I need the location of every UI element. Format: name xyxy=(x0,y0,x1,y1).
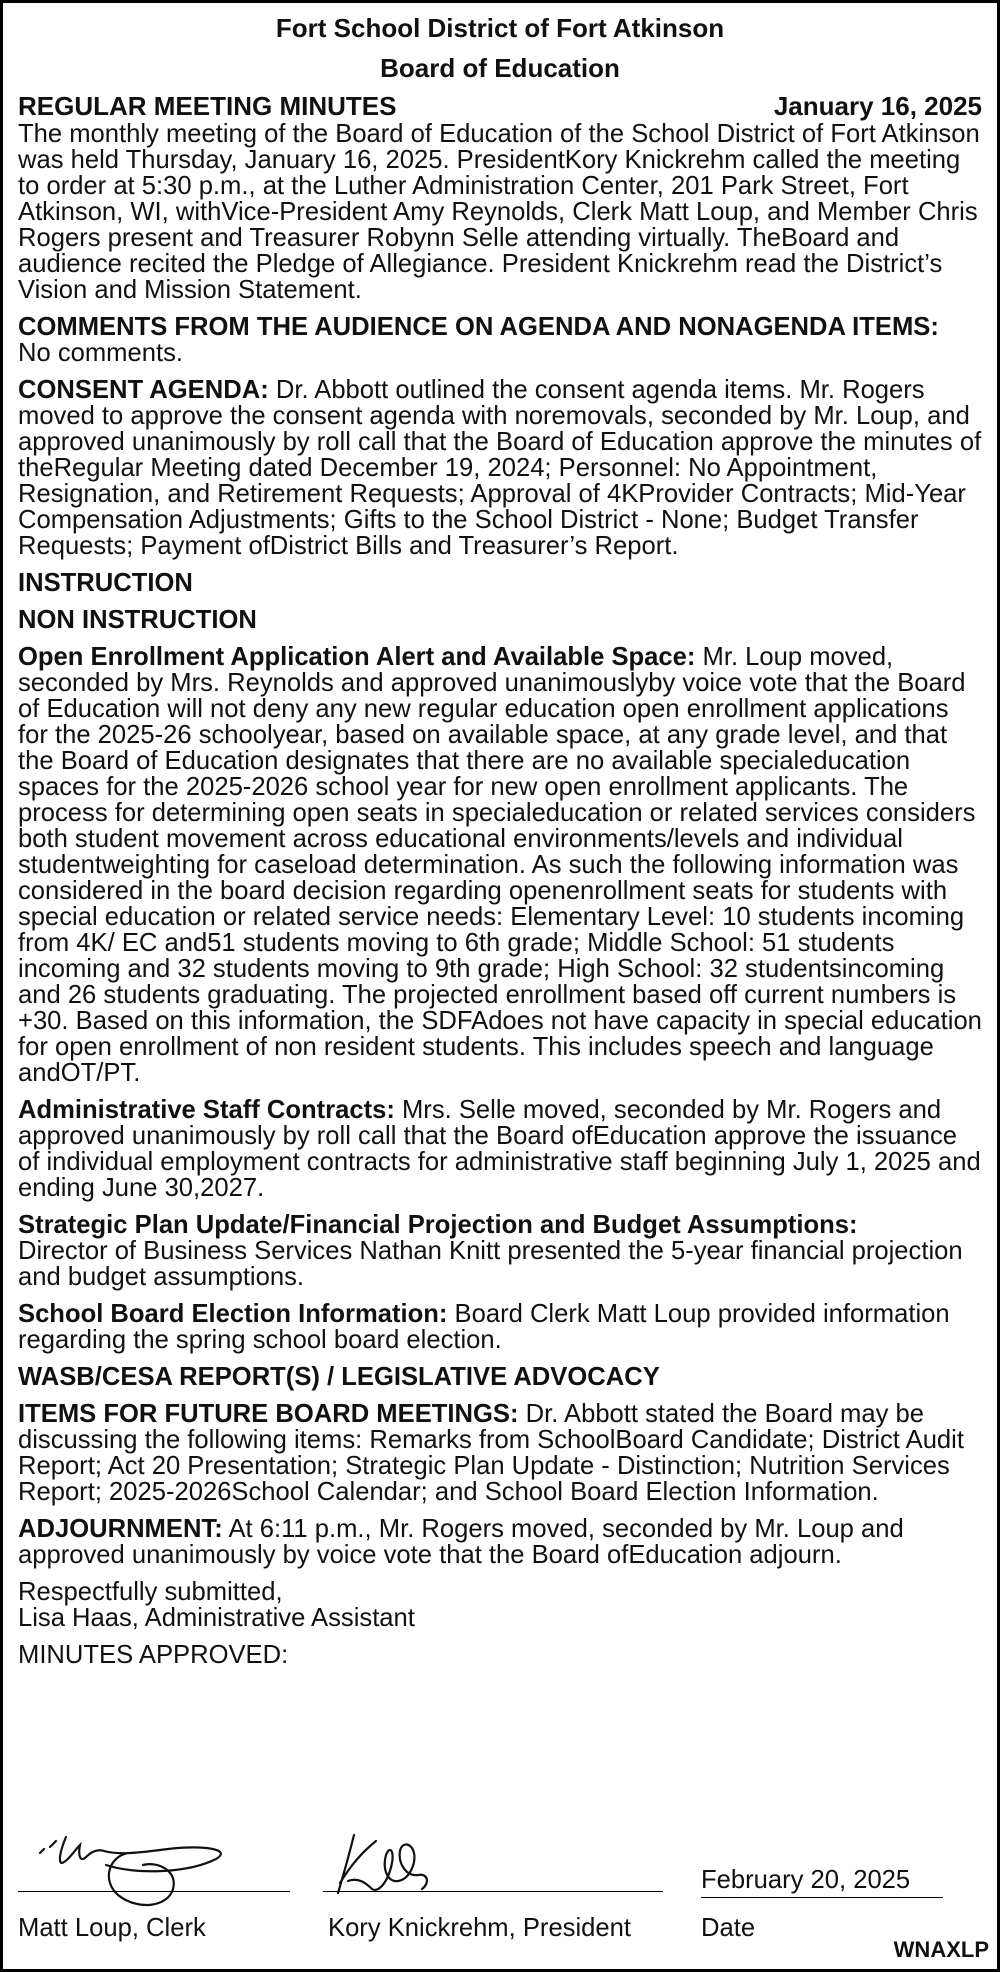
section-open-enrollment xyxy=(18,644,982,1086)
section-heading: ITEMS FOR FUTURE BOARD MEETINGS: xyxy=(18,1400,519,1428)
section-body: Mrs. Selle moved, seconded by Mr. Rogers and approved unanimously by roll call that the Board ofEducation approve the issuance of individual employment contracts for administrative staff beginning July 1, 2025 and ending June 30,2027. xyxy=(18,1096,981,1202)
president-label: Kory Knickrehm, President xyxy=(328,1914,631,1942)
section-consent xyxy=(18,377,982,559)
section-heading: CONSENT AGENDA: xyxy=(18,376,269,404)
section-instruction: INSTRUCTION xyxy=(18,569,193,597)
approval-date: February 20, 2025 xyxy=(701,1866,911,1894)
title-row xyxy=(18,91,982,121)
section-heading: Strategic Plan Update/Financial Projection and Budget Assumptions: xyxy=(18,1211,858,1239)
section-admin-contracts xyxy=(18,1097,982,1201)
section-body: At 6:11 p.m., Mr. Rogers moved, seconded by Mr. Loup and approved unanimously by voice vote that the Board ofEducation adjourn. xyxy=(18,1515,904,1569)
clerk-label: Matt Loup, Clerk xyxy=(18,1914,206,1942)
section-non-instruction: NON INSTRUCTION xyxy=(18,606,257,634)
section-body: Director of Business Services Nathan Knitt presented the 5-year financial projection and budget assumptions. xyxy=(18,1237,963,1291)
section-body: Mr. Loup moved, seconded by Mrs. Reynolds and approved unanimouslyby voice vote that the Board of Education will not deny any new regular education open enrollment applications for the 2025-26 schoolyear, based on available space, at any grade level, and that the Board of Education designates that there are no available specialeducation spaces for the 2025-2026 school year for new open enrollment applicants. The process for determining open seats in specialeducation or related services considers both student movement across educational environments/levels and individual studentweighting for caseload determination. As such the following information was considered in the board decision regarding openenrollment seats for students with special education or related service needs: Elementary Level: 10 students incoming from 4K/ EC and51 students moving to 6th grade; Middle School: 51 students incoming and 32 students moving to 9th grade; High School: 32 studentsincoming and 26 students graduating. The projected enrollment based off current numbers is +30. Based on this information, the SDFAdoes not have capacity in special education for open enrollment of non resident students. This includes speech and language andOT/PT. xyxy=(18,643,982,1087)
date-label: Date xyxy=(701,1914,756,1942)
section-adjournment xyxy=(18,1516,982,1568)
section-election xyxy=(18,1301,982,1353)
section-body: Board Clerk Matt Loup provided information regarding the spring school board election. xyxy=(18,1300,950,1354)
publication-code: WNAXLP xyxy=(893,1937,989,1962)
section-future xyxy=(18,1401,982,1505)
section-heading: ADJOURNMENT: xyxy=(18,1515,223,1543)
section-heading: Open Enrollment Application Alert and Available Space: xyxy=(18,643,696,671)
meeting-type: REGULAR MEETING MINUTES xyxy=(18,91,397,121)
section-heading: School Board Election Information: xyxy=(18,1300,448,1328)
board-name: Board of Education xyxy=(380,53,620,83)
section-heading: COMMENTS FROM THE AUDIENCE ON AGENDA AND NONAGENDA ITEMS: xyxy=(18,313,939,341)
section-body: No comments. xyxy=(18,339,183,367)
signature-area xyxy=(18,1823,982,1953)
minutes-body xyxy=(18,13,982,1668)
president-signature-line xyxy=(323,1891,663,1892)
closing-block xyxy=(18,1579,982,1631)
minutes-approved: MINUTES APPROVED: xyxy=(18,1641,289,1669)
meeting-date: January 16, 2025 xyxy=(773,91,982,121)
date-line xyxy=(701,1897,943,1898)
section-body: Dr. Abbott outlined the consent agenda items. Mr. Rogers moved to approve the consent agenda with noremovals, seconded by Mr. Loup, and approved unanimously by roll call that the Board of Education approve the minutes of theRegular Meeting dated December 19, 2024; Personnel: No Appointment, Resignation, and Retirement Requests; Approval of 4KProvider Contracts; Mid-Year Compensation Adjustments; Gifts to the School District - None; Budget Transfer Requests; Payment ofDistrict Bills and Treasurer’s Report. xyxy=(18,376,982,560)
clerk-signature-icon xyxy=(18,1823,268,1923)
section-heading: Administrative Staff Contracts: xyxy=(18,1096,395,1124)
intro-paragraph: The monthly meeting of the Board of Education of the School District of Fort Atkinson was held Thursday, January 16, 2025. PresidentKory Knickrehm called the meeting to order at 5:30 p.m., at the Luther Administration Center, 201 Park Street, Fort Atkinson, WI, withVice-President Amy Reynolds, Clerk Matt Loup, and Member Chris Rogers present and Treasurer Robynn Selle attending virtually. TheBoard and audience recited the Pledge of Allegiance. President Knickrehm read the District’s Vision and Mission Statement. xyxy=(18,120,980,304)
submitted-line: Respectfully submitted, xyxy=(18,1578,283,1606)
section-body: Dr. Abbott stated the Board may be discussing the following items: Remarks from SchoolBoard Candidate; District Audit Report; Act 20 Presentation; Strategic Plan Update - Distinction; Nutrition Services Report; 2025-2026School Calendar; and School Board Election Information. xyxy=(18,1400,964,1506)
section-strategic-plan xyxy=(18,1212,982,1290)
president-signature-icon xyxy=(318,1823,518,1923)
section-comments xyxy=(18,314,982,366)
section-wasb: WASB/CESA REPORT(S) / LEGISLATIVE ADVOCACY xyxy=(18,1363,660,1391)
submitter-name: Lisa Haas, Administrative Assistant xyxy=(18,1604,415,1632)
clerk-signature-line xyxy=(18,1891,290,1892)
district-name: Fort School District of Fort Atkinson xyxy=(275,13,725,43)
